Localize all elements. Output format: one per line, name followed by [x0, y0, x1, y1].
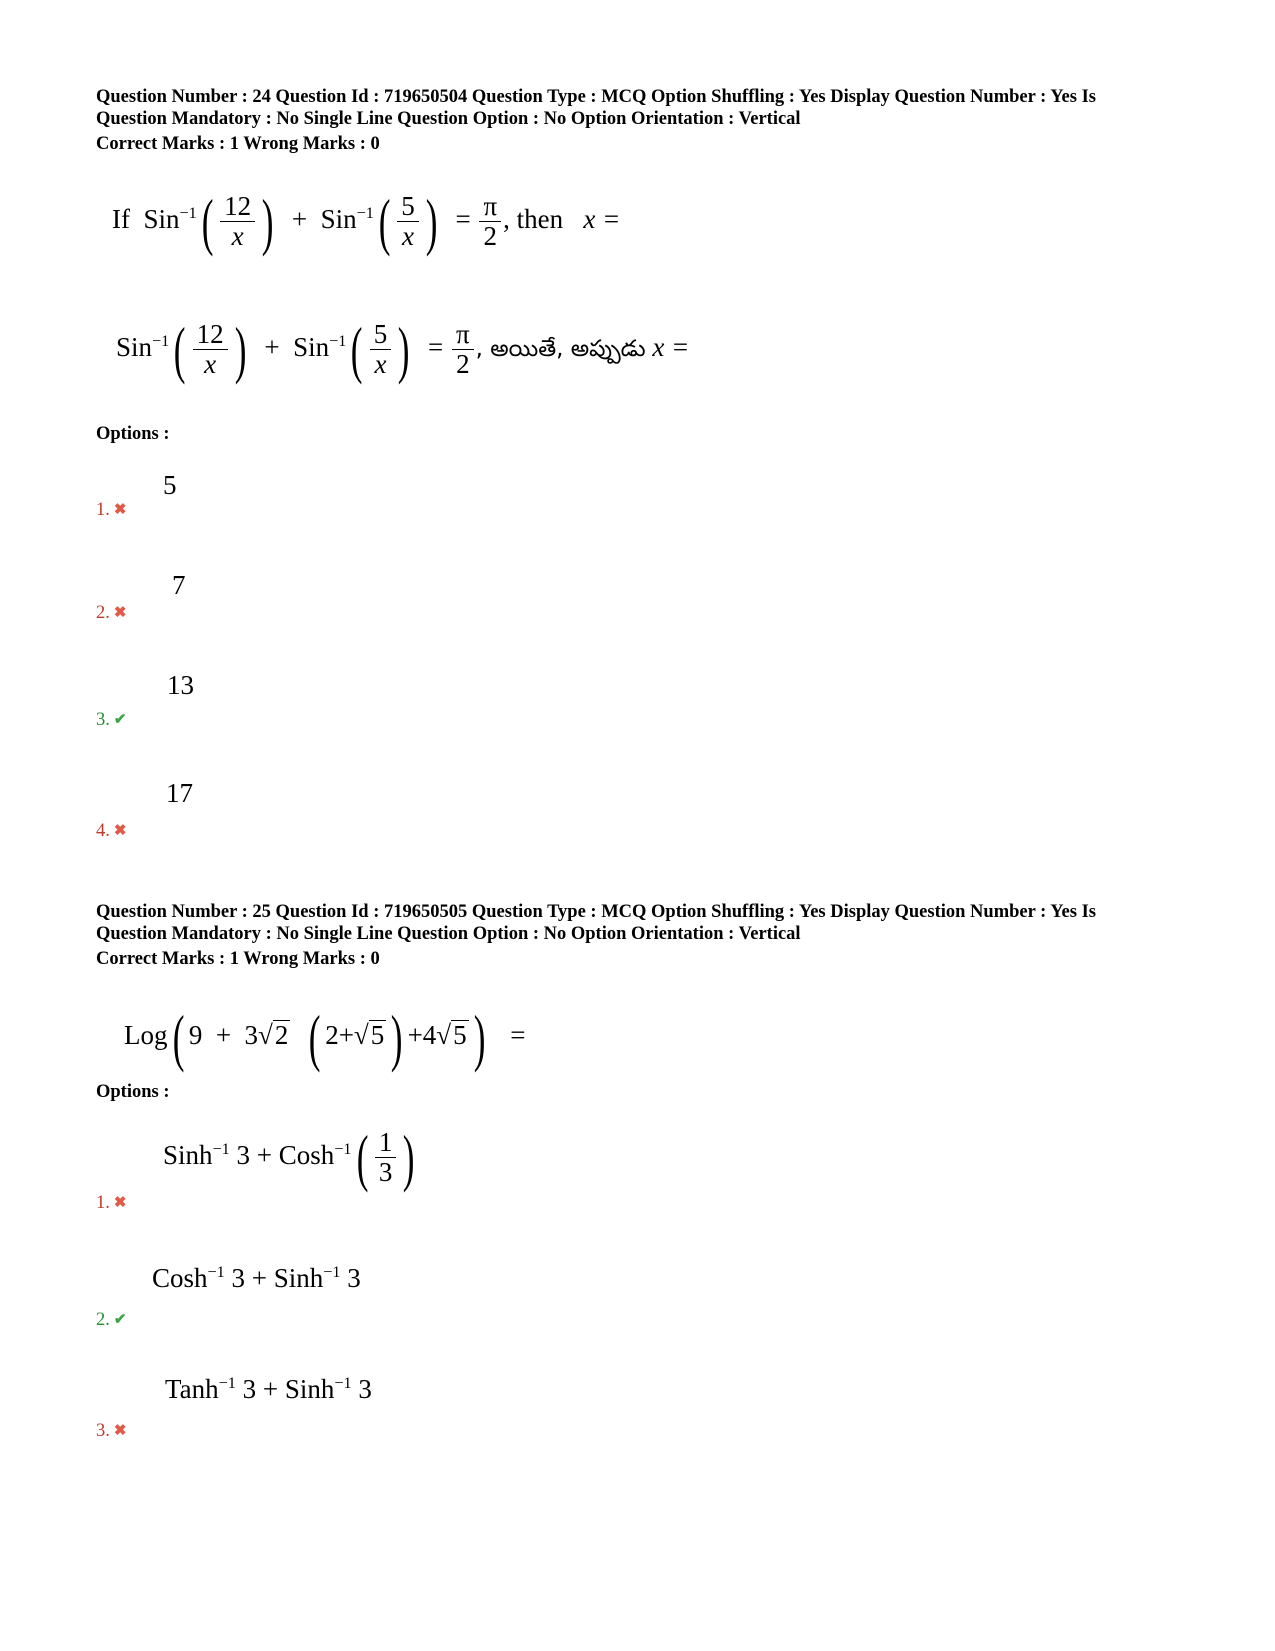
cross-icon: ✖: [113, 502, 127, 518]
q25-option-1[interactable]: 1. ✖: [96, 1193, 127, 1213]
q24-meta: [96, 86, 1186, 130]
q25-option-2-value: Cosh$^{-1}$ 3 + Sinh$^{-1}$ 3: [152, 1263, 361, 1293]
q24-option-3[interactable]: 3. ✔: [96, 710, 127, 730]
cross-icon: ✖: [113, 823, 127, 839]
check-icon: ✔: [113, 1312, 127, 1328]
q24-option-1-value: 5: [163, 470, 177, 500]
eq-sin: Sin: [143, 204, 180, 235]
eq-frac-pi: $\frac{\pi}{2}$: [479, 192, 501, 251]
q24-equation-telugu: Sin$^{-1}$( $\frac{12}{x}$ ) + Sin$^{-1}$( $\frac{5}{x}$ ) = $\frac{\pi}{2}$ , అయితే, అప్పుడు x =: [116, 314, 690, 385]
q25-meta-line1: Question Number : 25 Question Id : 719650505 Question Type : MCQ Option Shuffling : Yes Display Question Number : Yes Is: [96, 902, 1096, 922]
q24-option-3-value: 13: [167, 670, 194, 700]
q24-meta-line2: Question Mandatory : No Single Line Question Option : No Option Orientation : Vertical: [96, 109, 801, 129]
q24-option-1[interactable]: 1. ✖: [96, 500, 127, 520]
q25-option-2[interactable]: 2. ✔: [96, 1310, 127, 1330]
cross-icon: ✖: [113, 1423, 127, 1439]
q25-option-1-value: Sinh$^{-1}$ 3 + Cosh$^{-1}$( $\frac{1}{3}$ ): [163, 1122, 415, 1193]
eq-prefix: If: [112, 204, 130, 235]
q25-meta: [96, 901, 1186, 945]
eq-frac-2: $\frac{5}{x}$: [397, 192, 419, 251]
q25-option-3[interactable]: 3. ✖: [96, 1421, 127, 1441]
eq-inv: −1: [179, 204, 197, 223]
q24-marks: Correct Marks : 1 Wrong Marks : 0: [96, 134, 380, 154]
q24-option-2-value: 7: [172, 570, 186, 600]
cross-icon: ✖: [113, 605, 127, 621]
q24-option-4-value: 17: [166, 778, 193, 808]
q24-option-4[interactable]: 4. ✖: [96, 821, 127, 841]
eq-frac-1: $\frac{12}{x}$: [220, 192, 255, 251]
q24-options-label: Options :: [96, 424, 170, 444]
q25-options-label: Options :: [96, 1082, 170, 1102]
q25-meta-line2: Question Mandatory : No Single Line Question Option : No Option Orientation : Vertical: [96, 924, 801, 944]
q25-marks: Correct Marks : 1 Wrong Marks : 0: [96, 949, 380, 969]
cross-icon: ✖: [113, 1195, 127, 1211]
q24-meta-line1: Question Number : 24 Question Id : 719650504 Question Type : MCQ Option Shuffling : Yes Display Question Number : Yes Is: [96, 87, 1096, 107]
q25-equation: Log( 9 + 3√2 ( 2+√5 ) +4√5 ) =: [124, 1002, 526, 1073]
q24-equation-english: If Sin$^{-1}$( $\frac{12}{x}$ ) + Sin$^{-1}$( $\frac{5}{x}$ ) = $\frac{\pi}{2}$ , then x =: [112, 186, 621, 257]
q24-option-2[interactable]: 2. ✖: [96, 603, 127, 623]
q25-option-3-value: Tanh$^{-1}$ 3 + Sinh$^{-1}$ 3: [165, 1374, 372, 1404]
check-icon: ✔: [113, 712, 127, 728]
eq-plus: +: [291, 204, 308, 235]
